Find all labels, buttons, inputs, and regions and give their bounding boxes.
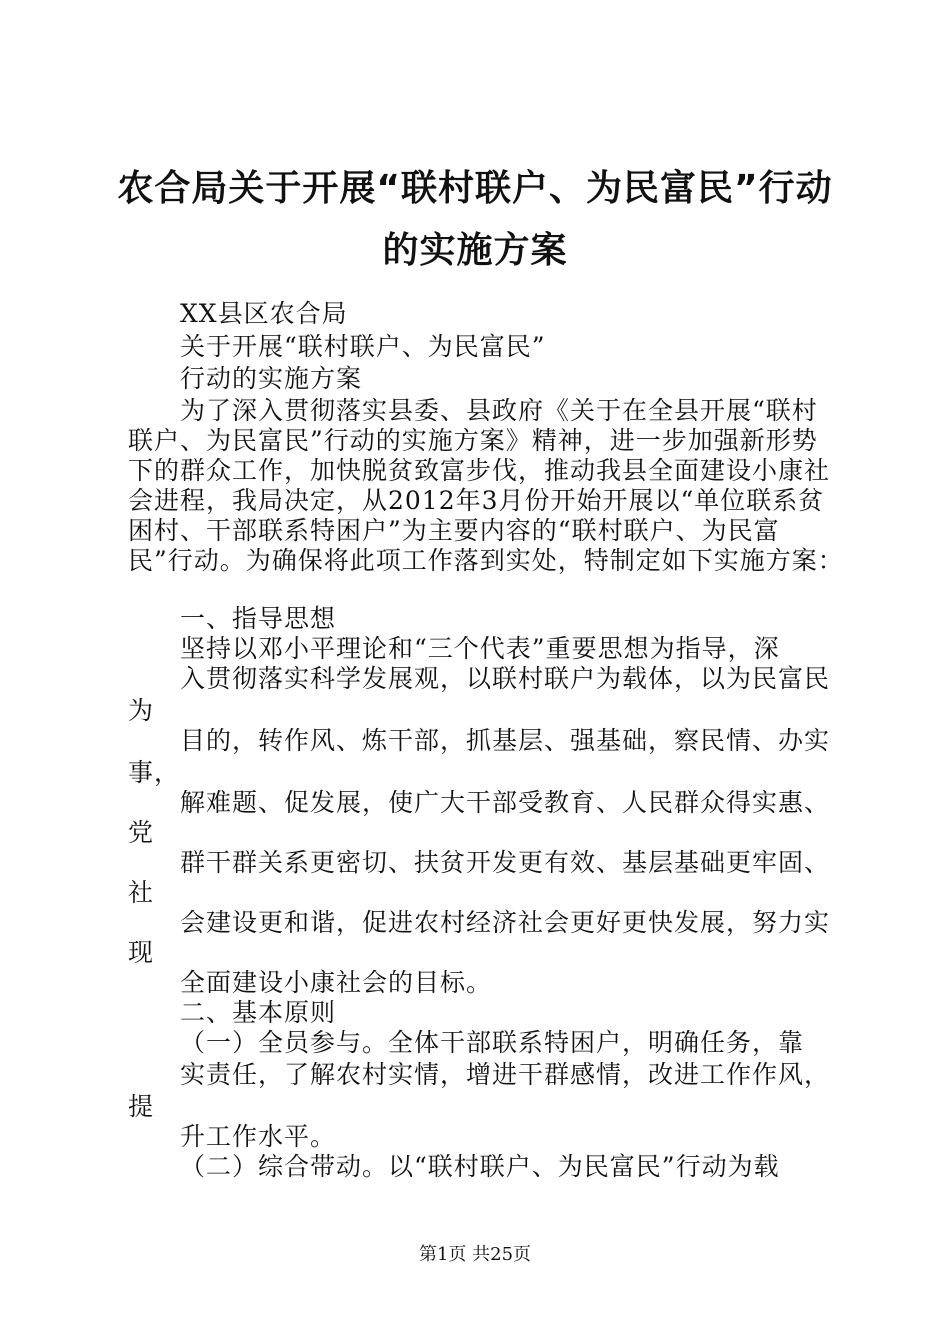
document-title-line-1: 农合局关于开展“联村联户、为民富民”行动 [117, 168, 833, 209]
body-line: 为 [128, 696, 155, 725]
body-line: 会进程，我局决定，从2012年3月份开始开展以“单位联系贫 [128, 486, 825, 515]
body-line: 联户、为民富民”行动的实施方案》精神，进一步加强新形势 [128, 426, 818, 455]
body-line: 实责任，了解农村实情，增进干群感情，改进工作作风， [180, 1060, 831, 1089]
body-line: 入贯彻落实科学发展观，以联村联户为载体，以为民富民 [180, 664, 831, 693]
page-footer: 第1页 共25页 [418, 1244, 532, 1265]
body-line: 解难题、促发展，使广大干部受教育、人民群众得实惠、 [180, 788, 831, 817]
body-line: 事， [128, 758, 181, 787]
body-line: XX县区农合局 [180, 299, 348, 328]
body-line: 党 [128, 818, 155, 847]
body-line: 会建设更和谐，促进农村经济社会更好更快发展，努力实 [180, 908, 831, 937]
body-line: 提 [128, 1092, 155, 1121]
body-line: 为了深入贯彻落实县委、县政府《关于在全县开展“联村 [180, 396, 818, 425]
body-line: 民”行动。为确保将此项工作落到实处，特制定如下实施方案： [128, 546, 844, 575]
body-line: 目的，转作风、炼干部，抓基层、强基础，察民情、办实 [180, 726, 831, 755]
body-line: 现 [128, 938, 155, 967]
section-heading: 一、指导思想 [180, 604, 337, 633]
body-line: 升工作水平。 [180, 1122, 337, 1151]
body-line: （一）全员参与。全体干部联系特困户，明确任务，靠 [180, 1028, 805, 1057]
body-line: 社 [128, 878, 155, 907]
body-line: 坚持以邓小平理论和“三个代表”重要思想为指导，深 [180, 634, 780, 663]
body-line: 下的群众工作，加快脱贫致富步伐，推动我县全面建设小康社 [128, 456, 831, 485]
body-line: 关于开展“联村联户、为民富民” [180, 332, 546, 361]
body-line: 全面建设小康社会的目标。 [180, 968, 493, 997]
document-title-line-2: 的实施方案 [382, 230, 568, 271]
section-heading: 二、基本原则 [180, 998, 337, 1027]
body-line: 群干群关系更密切、扶贫开发更有效、基层基础更牢固、 [180, 848, 831, 877]
body-line: （二）综合带动。以“联村联户、为民富民”行动为载 [180, 1152, 780, 1181]
body-line: 行动的实施方案 [180, 364, 363, 393]
body-line: 困村、干部联系特困户”为主要内容的“联村联户、为民富 [128, 516, 780, 545]
